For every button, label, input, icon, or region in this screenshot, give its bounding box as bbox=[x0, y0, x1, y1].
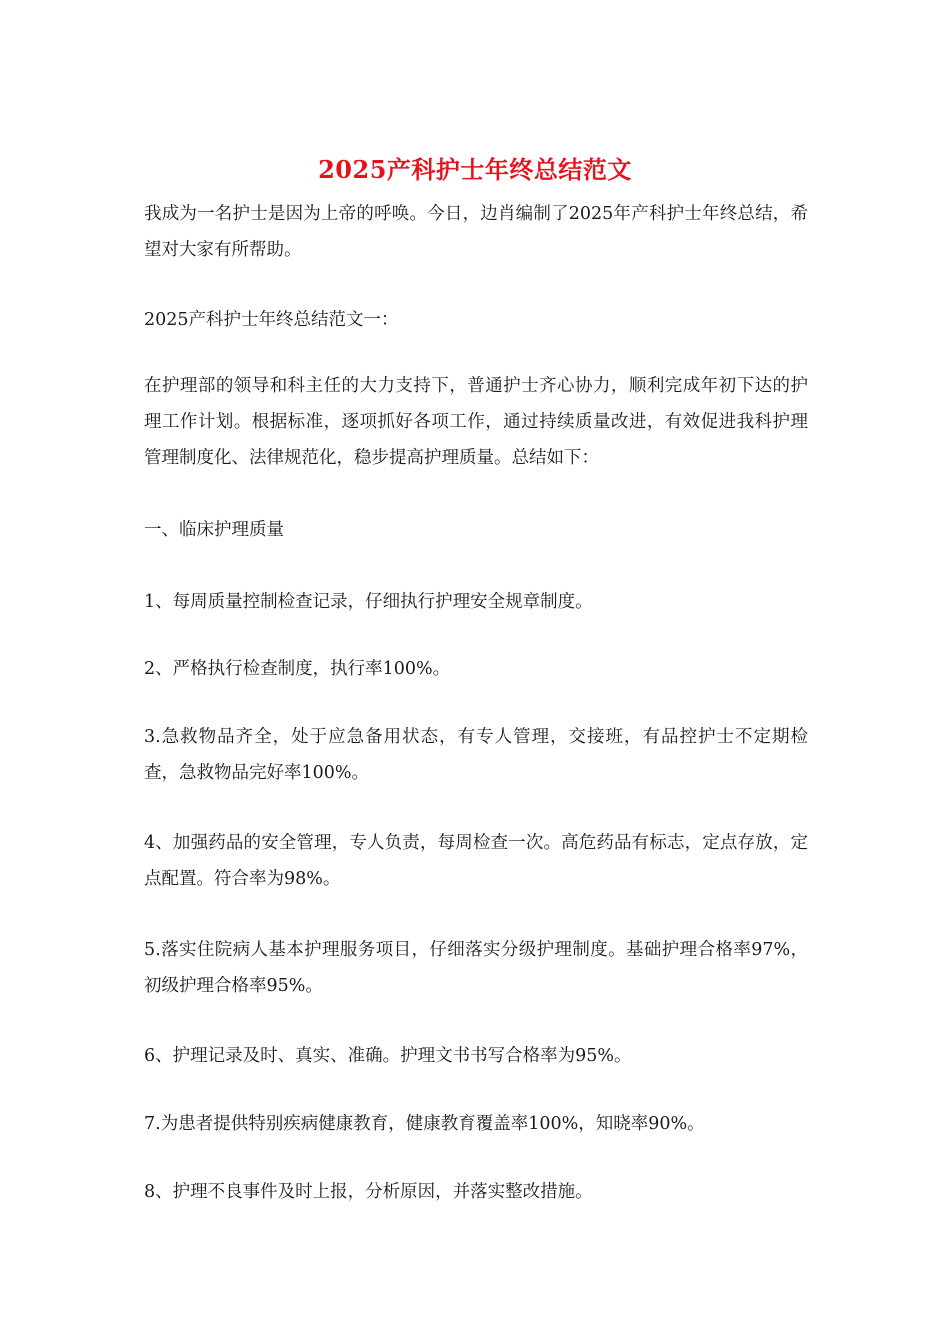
list-item-5: 5.落实住院病人基本护理服务项目，仔细落实分级护理制度。基础护理合格率97%，初级护理合格率95%。 bbox=[144, 940, 808, 996]
intro-paragraph: 我成为一名护士是因为上帝的呼唤。今日，边肖编制了2025年产科护士年终总结，希望对大家有所帮助。 bbox=[144, 204, 808, 260]
list-item-2: 2、严格执行检查制度，执行率100%。 bbox=[144, 659, 451, 679]
list-item-3: 3.急救物品齐全，处于应急备用状态，有专人管理，交接班，有品控护士不定期检查，急救物品完好率100%。 bbox=[144, 727, 808, 783]
section-heading-clinical-quality: 一、临床护理质量 bbox=[144, 520, 284, 540]
list-item-1: 1、每周质量控制检查记录，仔细执行护理安全规章制度。 bbox=[144, 592, 593, 612]
document-title: 2025产科护士年终总结范文 bbox=[318, 155, 632, 184]
overview-paragraph: 在护理部的领导和科主任的大力支持下，普通护士齐心协力，顺利完成年初下达的护理工作计划。根据标准，逐项抓好各项工作，通过持续质量改进，有效促进我科护理管理制度化、法律规范化，稳步提高护理质量。总结如下： bbox=[144, 376, 808, 468]
list-item-8: 8、护理不良事件及时上报，分析原因，并落实整改措施。 bbox=[144, 1182, 593, 1202]
list-item-7: 7.为患者提供特别疾病健康教育，健康教育覆盖率100%，知晓率90%。 bbox=[144, 1114, 705, 1134]
list-item-4: 4、加强药品的安全管理，专人负责，每周检查一次。高危药品有标志，定点存放，定点配置。符合率为98%。 bbox=[144, 833, 808, 889]
section-heading-essay-one: 2025产科护士年终总结范文一： bbox=[144, 310, 399, 330]
list-item-6: 6、护理记录及时、真实、准确。护理文书书写合格率为95%。 bbox=[144, 1046, 632, 1066]
